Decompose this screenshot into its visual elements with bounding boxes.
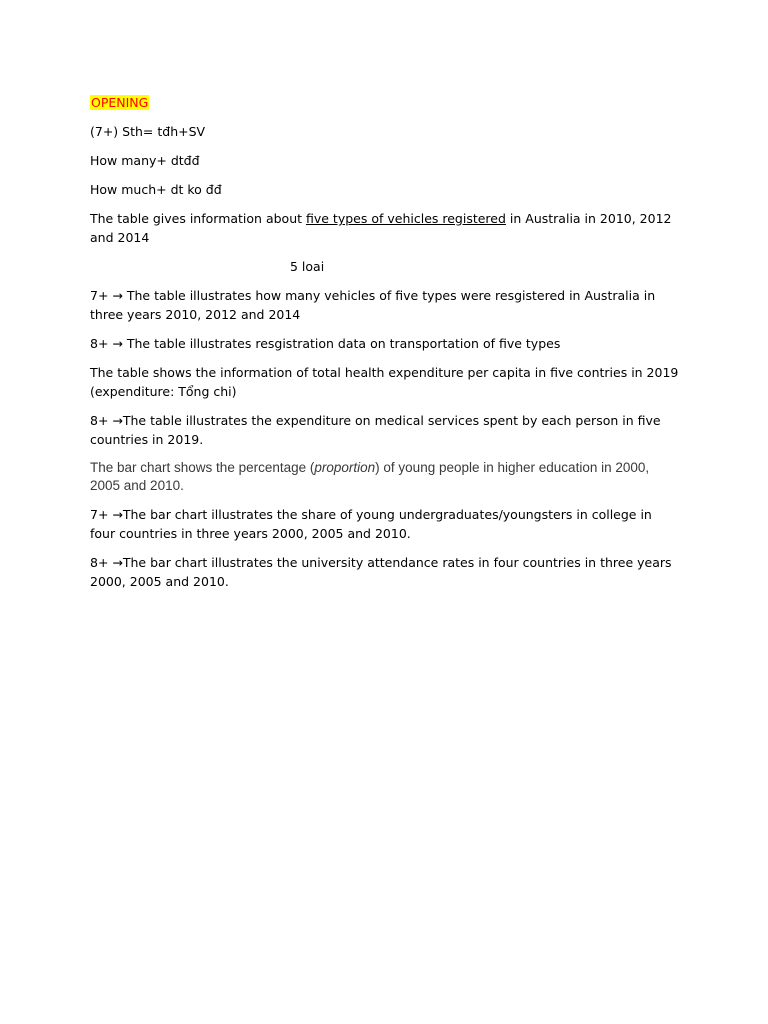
document-body — [90, 93, 680, 601]
paragraph-vehicles-end: in Australia in 2010, 2012 and 2014 — [90, 211, 672, 245]
paragraph-8plus-bar-chart: 8+ →The bar chart illustrates the university attendance rates in four countries in three years 2000, 2005 and 2010. — [90, 555, 672, 589]
note-5-loai: 5 loai — [290, 259, 325, 274]
paragraph-bar-chart-italic: proportion — [314, 460, 376, 475]
formula-line-7plus: (7+) Sth= tđh+SV — [90, 124, 206, 139]
paragraph-7plus-vehicles: 7+ → The table illustrates how many vehicles of five types were resgistered in Australia in three years 2010, 2012 and 2014 — [90, 288, 656, 322]
opening-heading — [90, 93, 680, 112]
paragraph-bar-chart-start: The bar chart shows the percentage ( — [90, 460, 315, 475]
paragraph-bar-chart-end: ) of young people in higher education in 2000, 2005 and 2010. — [90, 460, 650, 493]
formula-line-how-much: How much+ dt ko đđ — [90, 182, 222, 197]
paragraph-8plus-vehicles: 8+ → The table illustrates resgistration data on transportation of five types — [90, 336, 561, 351]
opening-label: OPENING — [91, 95, 149, 110]
paragraph-vehicles — [90, 209, 680, 247]
paragraph-vehicles-underlined: five types of vehicles registered — [306, 211, 506, 226]
paragraph-health-expenditure: The table shows the information of total health expenditure per capita in five contries in 2019 (expenditure: Tổng chi) — [90, 365, 679, 399]
paragraph-7plus-bar-chart: 7+ →The bar chart illustrates the share of young undergraduates/youngsters in college in four countries in three years 2000, 2005 and 2010. — [90, 507, 652, 541]
formula-line-how-many: How many+ dtđđ — [90, 153, 200, 168]
paragraph-vehicles-start: The table gives information about — [90, 211, 306, 226]
paragraph-bar-chart — [90, 459, 680, 495]
paragraph-8plus-health: 8+ →The table illustrates the expenditure on medical services spent by each person in five countries in 2019. — [90, 413, 661, 447]
